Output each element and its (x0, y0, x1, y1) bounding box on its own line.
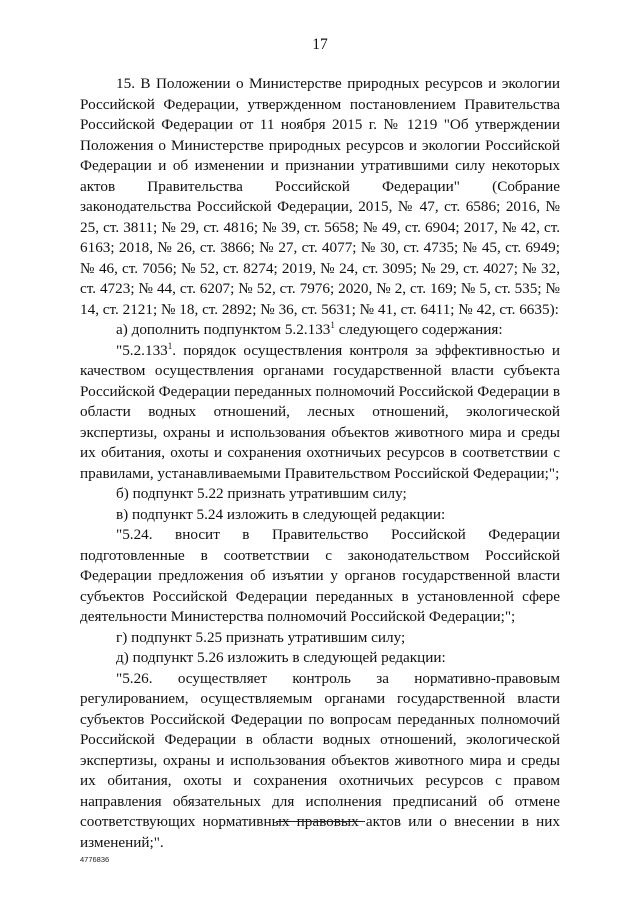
subitem-g: г) подпункт 5.25 признать утратившим силу; (116, 628, 406, 646)
subitem-b: б) подпункт 5.22 признать утратившим силу; (116, 485, 407, 502)
paragraph-15: 15. В Положении о Министерстве природных ресурсов и экологии Российской Федерации, утвержденном постановлением Правительства Российской Федерации от 11 ноября 2015 г. № 1219 "Об утверждении Положения о Министерстве природных ресурсов и экологии Российской Федерации и об изменении и признании утратившими силу некоторых актов Правительства Российской Федерации" (Собрание законодательства Российской Федерации, 2015, № 47, ст. 6586; 2016, № 25, ст. 3811; № 29, ст. 4816; № 39, ст. 5658; № 49, ст. 6904; 2017, № 42, ст. 6163; 2018, № 26, ст. 3866; № 27, ст. 4077; № 30, ст. 4735; № 45, ст. 6949; № 46, ст. 7056; № 52, ст. 8274; 2019, № 24, ст. 3095; № 29, ст. 4027; № 32, ст. 4723; № 44, ст. 6207; № 52, ст. 7976; 2020, № 2, ст. 169; № 5, ст. 535; № 14, ст. 2121; № 18, ст. 2892; № 36, ст. 5631; № 41, ст. 6411; № 42, ст. 6635): (80, 75, 560, 318)
subitem-d-quote: "5.26. осуществляет контроль за нормативно-правовым регулированием, осуществляемым органами государственной власти субъектов Российской Федерации по вопросам переданных полномочий Российской Федерации в области водных отношений, экологической экспертизы, охраны и использования объектов животного мира и среды их обитания, охоты и сохранения охотничьих ресурсов с правом направления обязательных для исполнения предписаний об отмене соответствующих нормативных правовых актов или о внесении в них изменений;". (80, 669, 560, 851)
subitem-a-text-end: следующего содержания: (334, 321, 503, 338)
subitem-d: д) подпункт 5.26 изложить в следующей редакции: (116, 649, 446, 666)
subitem-a (80, 320, 560, 341)
section-divider (276, 821, 365, 822)
document-body (80, 74, 560, 853)
subitem-a-quote-number: "5.2.133 (116, 341, 168, 359)
page-number: 17 (312, 36, 328, 53)
subitem-a-quote-text: . порядок осуществления контроля за эффективностью и качеством осуществления органами государственной власти субъекта Российской Федерации переданных полномочий Российской Федерации в области водных отношений, лесных отношений, экологической экспертизы, охраны и использования объектов животного мира и среды их обитания, охоты и сохранения охотничьих ресурсов в соответствии с правилами, устанавливаемыми Правительством Российской Федерации;"; (80, 341, 560, 482)
subitem-v-quote: "5.24. вносит в Правительство Российской Федерации подготовленные в соответствии с законодательством Российской Федерации предложения об изъятии у органов государственной власти субъектов Российской Федерации переданных в установленной сфере деятельности Министерства полномочий Российской Федерации;"; (80, 526, 560, 625)
subitem-a-quote-superscript: 1 (167, 340, 173, 351)
subitem-a-quote (80, 341, 560, 485)
subitem-a-text: а) дополнить подпунктом 5.2.133 (116, 321, 331, 338)
subitem-a-superscript: 1 (330, 320, 335, 330)
document-code: 4776836 (80, 855, 110, 864)
subitem-v: в) подпункт 5.24 изложить в следующей редакции: (116, 505, 446, 523)
